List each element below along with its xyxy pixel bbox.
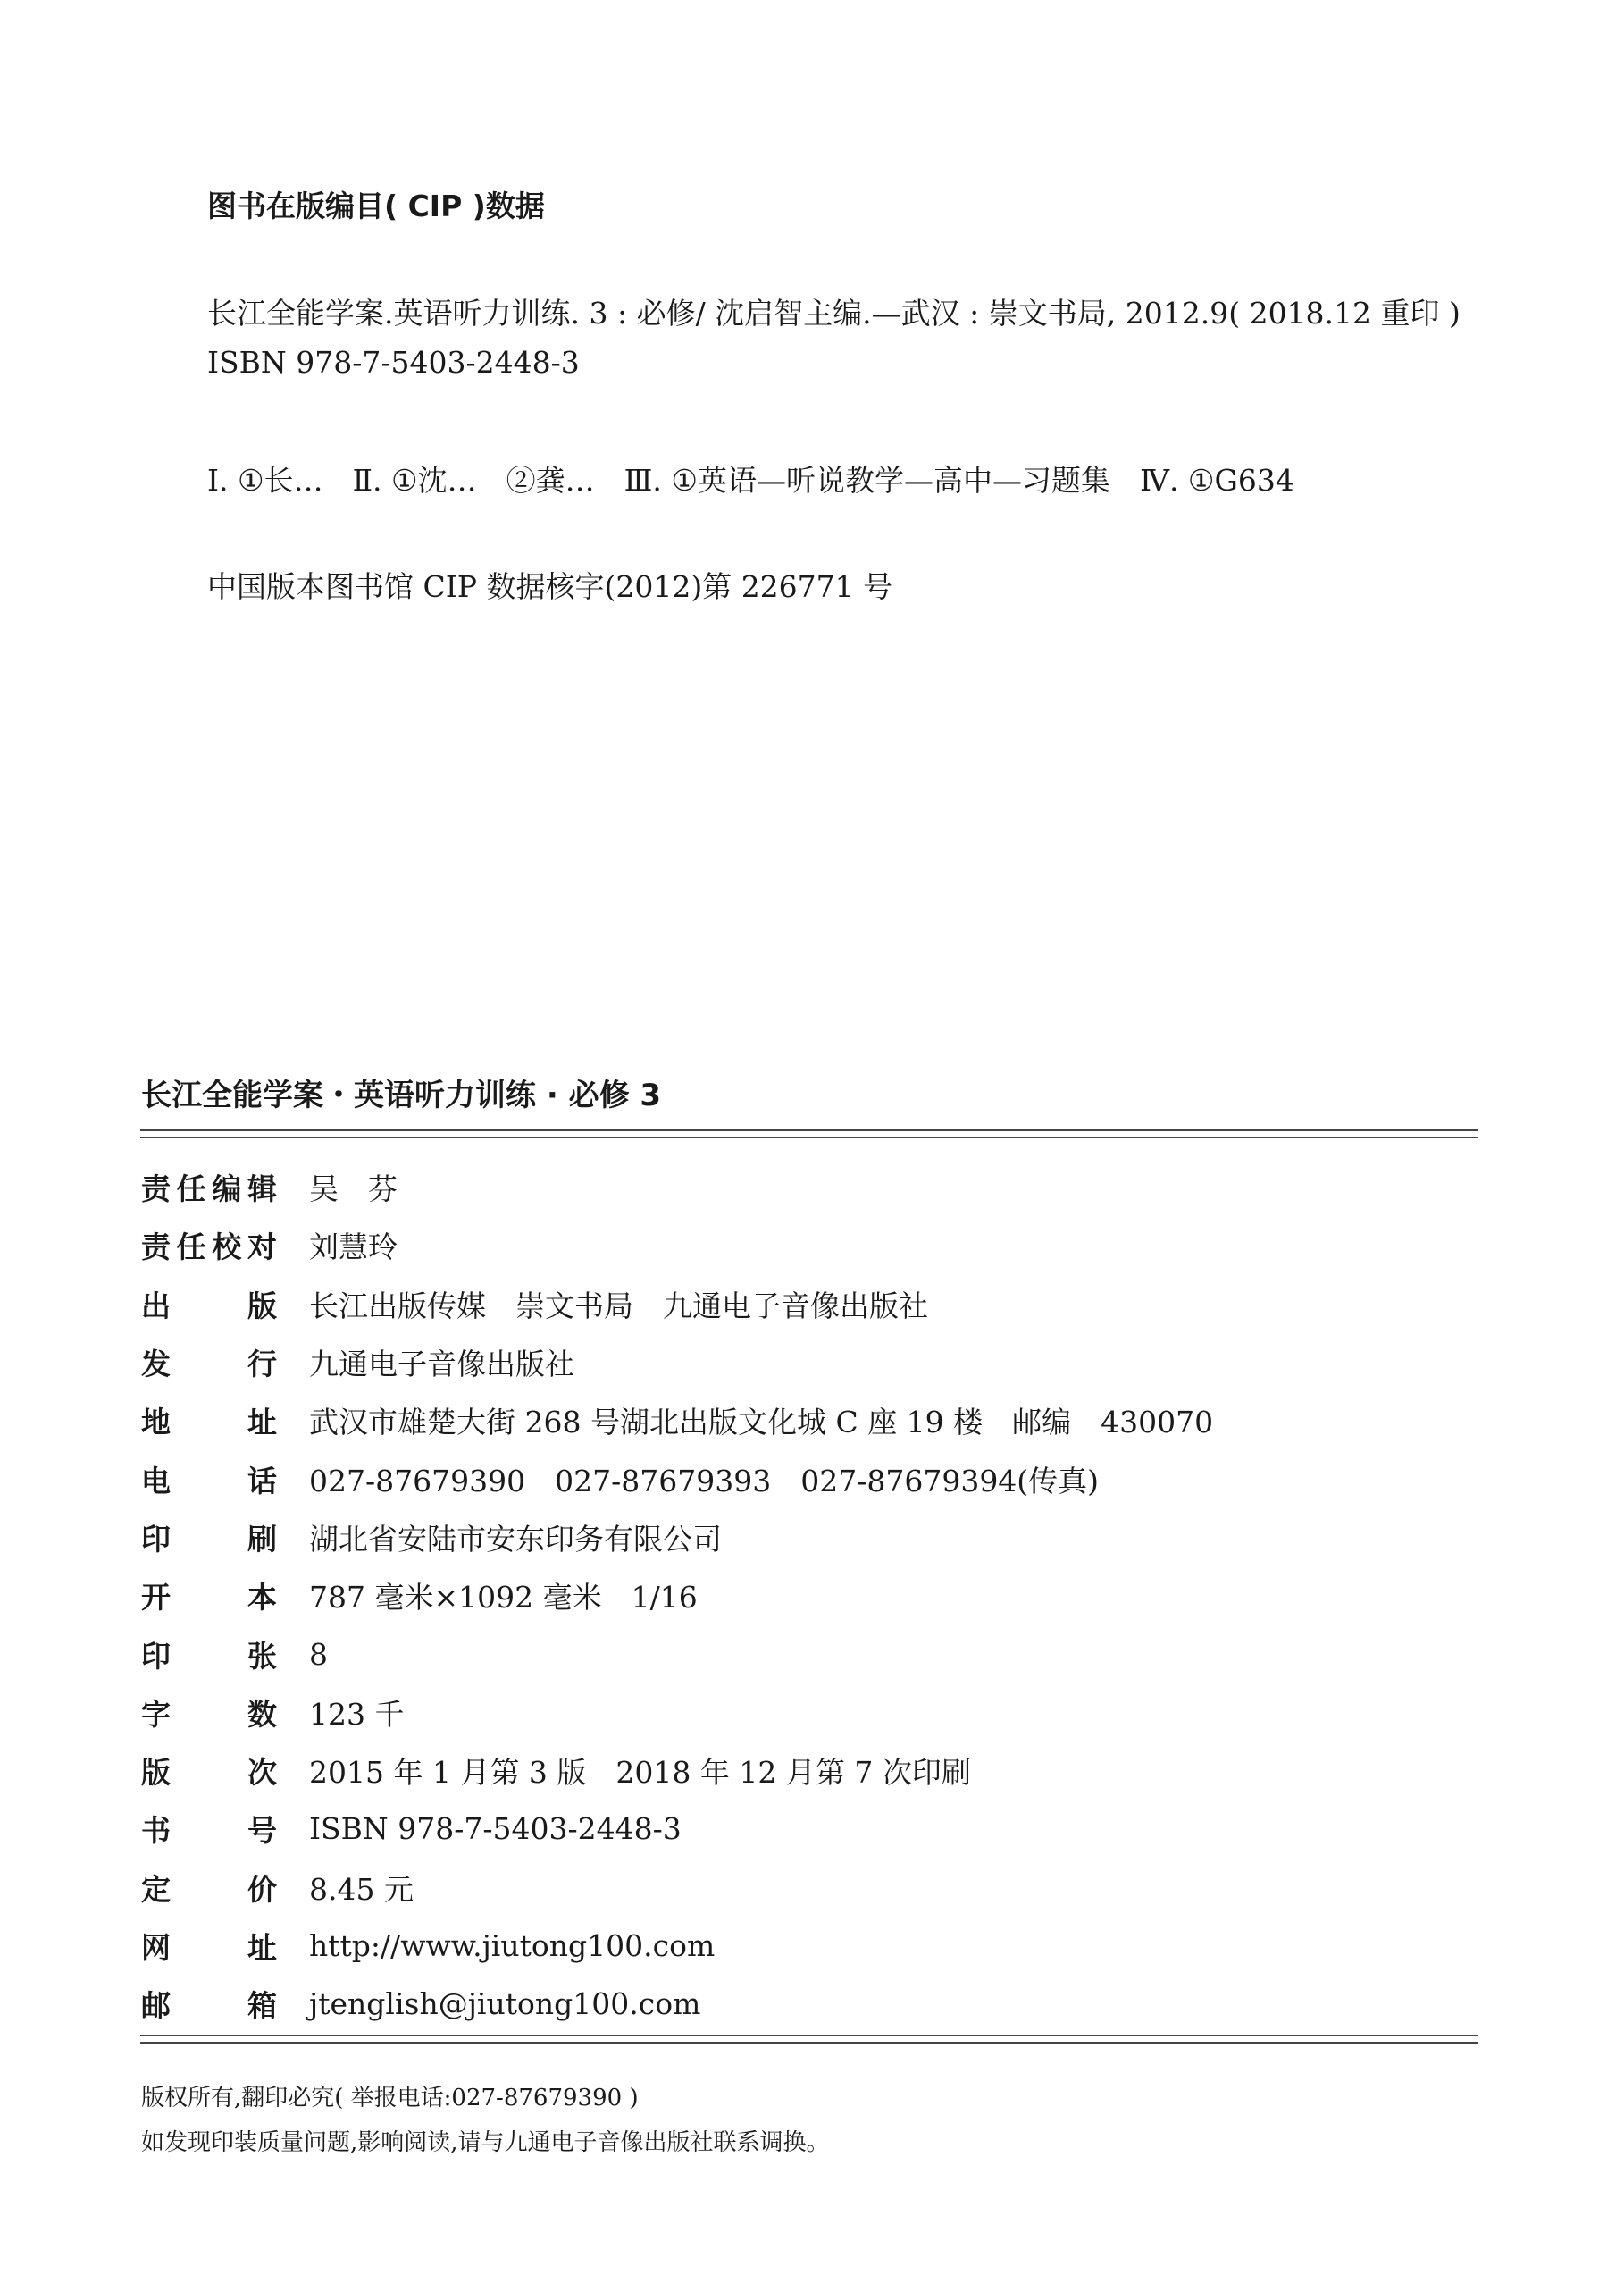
info-value: 刘慧玲 bbox=[309, 1230, 398, 1265]
info-label-char: 刷 bbox=[247, 1521, 277, 1557]
info-label-char: 印 bbox=[141, 1638, 171, 1674]
info-value: 8 bbox=[309, 1636, 328, 1672]
info-label bbox=[141, 1925, 277, 1967]
info-label bbox=[141, 1341, 277, 1383]
info-label-char: 字 bbox=[141, 1696, 171, 1732]
info-label-char: 号 bbox=[247, 1813, 277, 1849]
info-label bbox=[141, 1808, 277, 1850]
info-row bbox=[141, 1859, 1213, 1917]
quality-notice: 如发现印装质量问题,影响阅读,请与九通电子音像出版社联系调换。 bbox=[141, 2129, 830, 2156]
info-label-char: 次 bbox=[247, 1755, 277, 1791]
info-label-char: 编 bbox=[212, 1171, 242, 1207]
divider-top-1 bbox=[140, 1129, 1478, 1131]
info-value: 吴 芬 bbox=[309, 1171, 398, 1207]
info-value: 787 毫米×1092 毫米 1/16 bbox=[309, 1580, 698, 1616]
info-label-char: 址 bbox=[247, 1405, 277, 1440]
cip-classification: Ⅰ. ①长… Ⅱ. ①沈… ②龚… Ⅲ. ①英语—听说教学—高中—习题集 Ⅳ. ①G634 bbox=[207, 463, 1294, 498]
info-label bbox=[141, 1983, 277, 2025]
info-value: 8.45 元 bbox=[309, 1871, 414, 1907]
cip-library-record: 中国版本图书馆 CIP 数据核字(2012)第 226771 号 bbox=[207, 569, 893, 604]
divider-bottom-2 bbox=[140, 2042, 1478, 2044]
info-label bbox=[141, 1224, 277, 1266]
info-row bbox=[141, 1391, 1213, 1449]
info-row bbox=[141, 1449, 1213, 1507]
info-label-char: 电 bbox=[141, 1463, 171, 1498]
info-row bbox=[141, 1275, 1213, 1333]
info-label bbox=[141, 1283, 277, 1325]
info-label bbox=[141, 1166, 277, 1208]
info-value: 123 千 bbox=[309, 1696, 405, 1732]
info-label-char: 书 bbox=[141, 1813, 171, 1849]
divider-bottom-1 bbox=[140, 2035, 1478, 2036]
info-label-char: 开 bbox=[141, 1580, 171, 1616]
info-label-char: 箱 bbox=[247, 1988, 277, 2024]
info-label-char: 邮 bbox=[141, 1988, 171, 2024]
info-row bbox=[141, 1216, 1213, 1274]
info-label-char: 对 bbox=[247, 1230, 277, 1265]
info-label-char: 本 bbox=[247, 1580, 277, 1616]
cip-title: 图书在版编目( CIP )数据 bbox=[207, 189, 545, 223]
info-value: 九通电子音像出版社 bbox=[309, 1347, 574, 1382]
cip-description: 长江全能学案.英语听力训练. 3 : 必修/ 沈启智主编.—武汉 : 崇文书局, 2012.9( 2018.12 重印 ) bbox=[207, 296, 1461, 331]
info-label bbox=[141, 1691, 277, 1733]
info-row bbox=[141, 1917, 1213, 1975]
info-label-char: 责 bbox=[141, 1171, 171, 1207]
divider-top-2 bbox=[140, 1137, 1478, 1138]
info-row bbox=[141, 1742, 1213, 1800]
info-label-char: 地 bbox=[141, 1405, 171, 1440]
info-value: jtenglish@jiutong100.com bbox=[309, 1986, 701, 2022]
info-value: 长江出版传媒 崇文书局 九通电子音像出版社 bbox=[309, 1288, 928, 1323]
info-label-char: 张 bbox=[247, 1638, 277, 1674]
info-label bbox=[141, 1633, 277, 1675]
info-row bbox=[141, 1800, 1213, 1858]
info-label bbox=[141, 1867, 277, 1909]
info-label-char: 辑 bbox=[247, 1171, 277, 1207]
info-label bbox=[141, 1750, 277, 1792]
info-row bbox=[141, 1508, 1213, 1566]
info-value: ISBN 978-7-5403-2448-3 bbox=[309, 1811, 682, 1847]
info-value: 2015 年 1 月第 3 版 2018 年 12 月第 7 次印刷 bbox=[309, 1755, 971, 1791]
info-label-char: 数 bbox=[247, 1696, 277, 1732]
book-title: 长江全能学案・英语听力训练 · 必修 3 bbox=[141, 1078, 662, 1113]
publication-info-table bbox=[141, 1158, 1213, 2033]
info-label-char: 任 bbox=[176, 1171, 206, 1207]
info-label-char: 定 bbox=[141, 1871, 171, 1907]
info-label-char: 话 bbox=[247, 1463, 277, 1498]
info-label-char: 行 bbox=[247, 1347, 277, 1382]
info-label-char: 网 bbox=[141, 1930, 171, 1965]
copyright-notice: 版权所有,翻印必究( 举报电话:027-87679390 ) bbox=[141, 2085, 639, 2111]
info-row bbox=[141, 1624, 1213, 1683]
info-label bbox=[141, 1516, 277, 1558]
info-value: http://www.jiutong100.com bbox=[309, 1928, 716, 1963]
info-label-char: 发 bbox=[141, 1347, 171, 1382]
info-row bbox=[141, 1683, 1213, 1742]
info-label-char: 校 bbox=[212, 1230, 242, 1265]
info-label bbox=[141, 1458, 277, 1500]
cip-isbn: ISBN 978-7-5403-2448-3 bbox=[207, 345, 580, 380]
info-label bbox=[141, 1399, 277, 1441]
info-row bbox=[141, 1158, 1213, 1216]
info-label bbox=[141, 1574, 277, 1616]
info-row bbox=[141, 1975, 1213, 2033]
info-label-char: 版 bbox=[247, 1288, 277, 1323]
info-label-char: 版 bbox=[141, 1755, 171, 1791]
info-label-char: 址 bbox=[247, 1930, 277, 1965]
info-value: 武汉市雄楚大街 268 号湖北出版文化城 C 座 19 楼 邮编 430070 bbox=[309, 1405, 1214, 1440]
info-value: 027-87679390 027-87679393 027-87679394(传真) bbox=[309, 1463, 1100, 1498]
info-label-char: 价 bbox=[247, 1871, 277, 1907]
info-label-char: 印 bbox=[141, 1521, 171, 1557]
info-value: 湖北省安陆市安东印务有限公司 bbox=[309, 1521, 722, 1557]
info-label-char: 出 bbox=[141, 1288, 171, 1323]
info-row bbox=[141, 1566, 1213, 1624]
info-label-char: 任 bbox=[176, 1230, 206, 1265]
info-row bbox=[141, 1333, 1213, 1391]
info-label-char: 责 bbox=[141, 1230, 171, 1265]
